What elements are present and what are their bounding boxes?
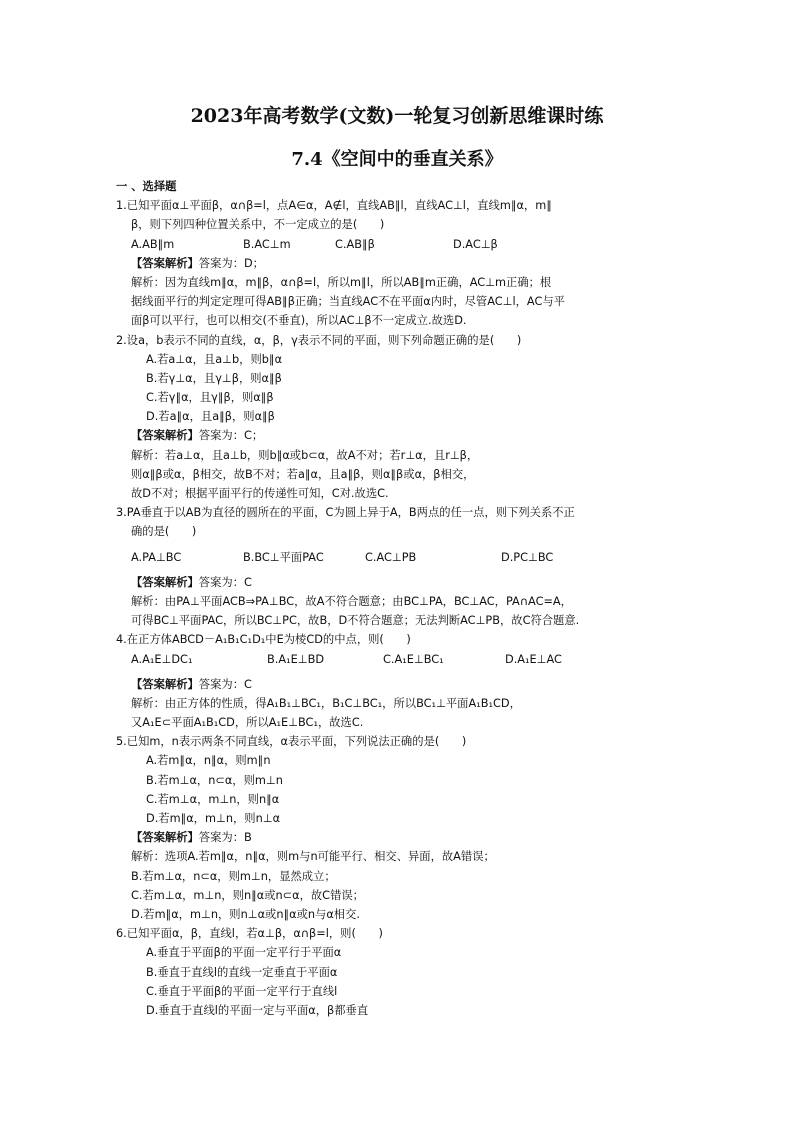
option-b: B.BC⊥平面PAC [243,550,324,564]
question-5 [116,732,716,924]
question-3-answer [116,573,716,592]
question-2-answer [116,426,716,445]
option-b: B.A₁E⊥BD [267,652,325,666]
answer-label: 【答案解析】 [131,429,199,443]
question-5-answer [116,828,716,847]
option-b: B.垂直于直线l的直线一定垂直于平面α [146,965,338,979]
option-d: D.若m∥α，m⊥n，则n⊥α [146,812,281,825]
option-c: C.若m⊥α，m⊥n，则n∥α [146,792,280,806]
question-3 [116,503,716,630]
question-4-options [116,650,716,669]
analysis-line: 面β可以平行，也可以相交(不垂直)，所以AC⊥β不一定成立.故选D. [131,314,467,328]
answer-label: 【答案解析】 [131,575,199,589]
option-d: D.A₁E⊥AC [505,652,562,666]
answer-text: 答案为：B [198,831,252,845]
answer-label: 【答案解析】 [131,256,199,270]
question-3-stem-line: 确的是( ) [131,525,197,539]
answer-label: 【答案解析】 [131,831,199,845]
option-c: C.A₁E⊥BC₁ [383,652,444,666]
option-a: A.PA⊥BC [131,550,182,564]
question-1-options [116,235,716,254]
option-a: A.若m∥α，n∥α，则m∥n [146,754,271,768]
analysis-line: 解析：选项A.若m∥α，n∥α，则m与n可能平行、相交、异面，故A错误； [131,850,495,864]
question-2 [116,331,716,504]
question-5-stem: 5.已知m，n表示两条不同直线，α表示平面，下列说法正确的是( ) [116,735,467,749]
question-1-stem-line: β，则下列四种位置关系中，不一定成立的是( ) [131,218,385,232]
answer-text: 答案为：D； [198,256,264,270]
document-subtitle: 7.4《空间中的垂直关系》 [291,149,503,170]
analysis-line: 又A₁E⊂平面A₁B₁CD，所以A₁E⊥BC₁，故选C. [131,716,364,730]
analysis-line: 则α∥β或α，β相交，故B不对；若a∥α，且a∥β，则α∥β或α，β相交， [131,467,475,481]
option-c: C.AB∥β [335,237,375,251]
question-6-stem: 6.已知平面α，β，直线l，若α⊥β，α∩β=l，则( ) [116,927,383,941]
question-6 [116,924,716,1020]
document-title: 2023年高考数学(文数)一轮复习创新思维课时练 [190,105,604,127]
answer-text: 答案为：C [198,677,252,691]
analysis-line: C.若m⊥α，m⊥n，则n∥α或n⊂α，故C错误； [131,888,364,902]
analysis-line: 解析：因为直线m∥α，m∥β，α∩β=l，所以m∥l，所以AB∥m正确，AC⊥m正确；根 [131,275,552,289]
option-a: A.若a⊥α，且a⊥b，则b∥α [146,352,283,366]
answer-text: 答案为：C； [198,429,264,443]
analysis-line: B.若m⊥α，n⊂α，则m⊥n，显然成立； [131,869,336,883]
option-d: D.PC⊥BC [501,550,554,564]
question-4 [116,630,716,732]
analysis-line: 据线面平行的判定定理可得AB∥β正确；当直线AC不在平面α内时，尽管AC⊥l，AC与平 [131,295,565,309]
question-3-stem-line: 3.PA垂直于以AB为直径的圆所在的平面，C为圆上异于A，B两点的任一点，则下列关系不正 [116,506,575,520]
option-b: B.若γ⊥α，且γ⊥β，则α∥β [146,371,282,385]
question-2-stem: 2.设a，b表示不同的直线，α，β，γ表示不同的平面，则下列命题正确的是( ) [116,333,522,347]
question-1-answer [116,254,716,273]
option-c: C.若γ∥α，且γ∥β，则α∥β [146,391,274,405]
option-b: B.若m⊥α，n⊂α，则m⊥n [146,773,283,787]
question-1-stem-line: 1.已知平面α⊥平面β，α∩β=l，点A∈α，A∉l，直线AB∥l，直线AC⊥l，直线m∥α，m∥ [116,199,552,213]
option-d: D.垂直于直线l的平面一定与平面α，β都垂直 [146,1003,369,1017]
section-heading: 一 、选择题 [116,180,177,193]
option-b: B.AC⊥m [243,237,291,251]
question-4-stem: 4.在正方体ABCD－A₁B₁C₁D₁中E为棱CD的中点，则( ) [116,633,411,647]
analysis-line: D.若m∥α，m⊥n，则n⊥α或n∥α或n与α相交. [131,907,360,921]
option-a: A.A₁E⊥DC₁ [131,652,193,666]
question-4-answer [116,675,716,694]
option-c: C.垂直于平面β的平面一定平行于直线l [146,984,338,998]
option-c: C.AC⊥PB [365,550,417,564]
question-3-options [116,548,716,567]
analysis-line: 故D不对；根据平面平行的传递性可知，C对.故选C. [131,487,389,500]
option-a: A.AB∥m [131,237,175,251]
option-a: A.垂直于平面β的平面一定平行于平面α [146,946,342,960]
option-d: D.若a∥α，且a∥β，则α∥β [146,410,275,424]
analysis-line: 解析：由正方体的性质，得A₁B₁⊥BC₁，B₁C⊥BC₁，所以BC₁⊥平面A₁B₁CD， [131,696,521,710]
analysis-line: 解析：由PA⊥平面ACB⇒PA⊥BC，故A不符合题意；由BC⊥PA，BC⊥AC，PA∩AC=A， [131,594,572,608]
document-body [116,177,716,1020]
answer-label: 【答案解析】 [131,677,199,691]
question-1 [116,196,716,330]
analysis-line: 可得BC⊥平面PAC，所以BC⊥PC，故B，D不符合题意；无法判断AC⊥PB，故C符合题意. [131,614,580,628]
analysis-line: 解析：若a⊥α，且a⊥b，则b∥α或b⊂α，故A不对；若r⊥α，且r⊥β， [131,448,479,462]
answer-text: 答案为：C [198,575,252,589]
option-d: D.AC⊥β [453,237,498,251]
